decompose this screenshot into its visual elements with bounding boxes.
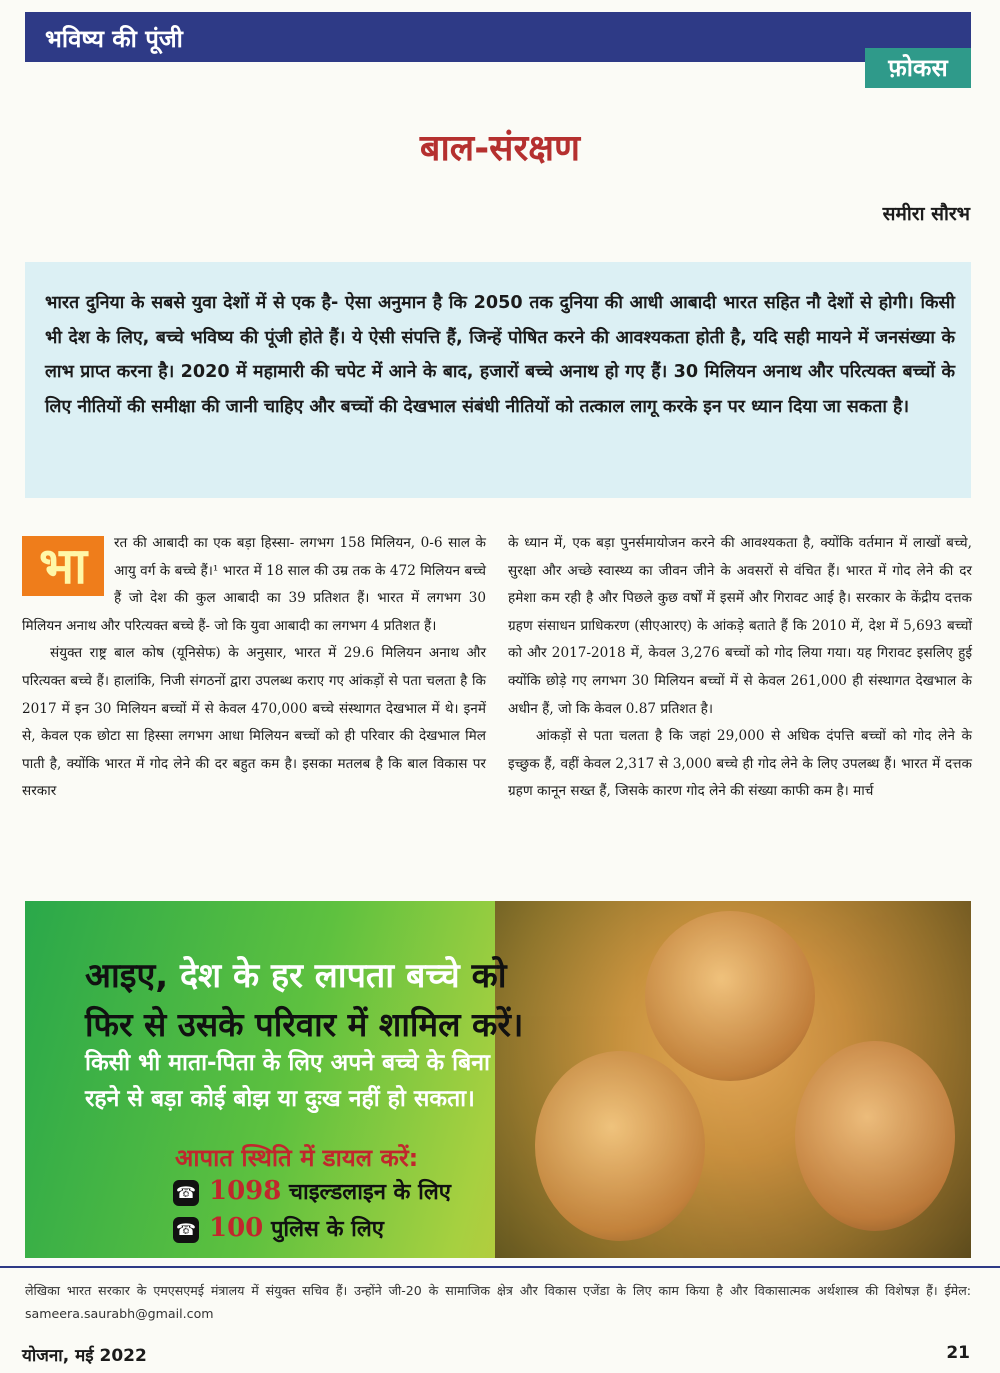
drop-cap: भा	[22, 536, 104, 596]
paragraph-text: संयुक्त राष्ट्र बाल कोष (यूनिसेफ) के अनुसार, भारत में 29.6 मिलियन अनाथ और परित्यक्त बच्चे हैं। हालांकि, निजी संगठनों द्वारा उपलब्ध कराए गए आंकड़ों से पता चलता है कि 2017 में इन 30 मिलियन बच्चों में से केवल 470,000 बच्चे संस्थागत देखभाल में थे। इनमें से, केवल एक छोटा सा हिस्सा लगभग आधा मिलियन बच्चों को ही परिवार की देखभाल मिल पाती है, क्योंकि भारत में गोद लेने की दर बहुत कम है। इसका मतलब है कि बाल विकास पर सरकार	[22, 645, 486, 800]
children-photo	[495, 901, 971, 1258]
child-face	[535, 1051, 705, 1241]
child-face	[645, 911, 815, 1081]
phone-icon: ☎	[173, 1180, 199, 1206]
column-right	[508, 530, 972, 806]
banner-line-2: फिर से उसके परिवार में शामिल करें।	[85, 1005, 524, 1044]
paragraph	[22, 530, 486, 640]
banner-line-3: किसी भी माता-पिता के लिए अपने बच्चे के बिना	[85, 1050, 490, 1076]
column-left	[22, 530, 486, 806]
police-number: ☎ 100 पुलिस के लिए	[173, 1213, 384, 1243]
paragraph-text: रत की आबादी का एक बड़ा हिस्सा- लगभग 158 मिलियन, 0-6 साल के आयु वर्ग के बच्चे हैं।¹ भारत में 18 साल की उम्र तक के 472 मिलियन बच्चे हैं जो देश की कुल आबादी का 39 प्रतिशत हैं। भारत में लगभग 30 मिलियन अनाथ और परित्यक्त बच्चे हैं- जो कि युवा आबादी का लगभग 4 प्रतिशत हैं।	[22, 535, 486, 634]
paragraph-text: आंकड़ों से पता चलता है कि जहां 29,000 से अधिक दंपत्ति बच्चों को गोद लेने के इच्छुक हैं, वहीं केवल 2,317 से 3,000 बच्चे ही गोद लेने के लिए उपलब्ध हैं। भारत में दत्तक ग्रहण कानून सख्त हैं, जिसके कारण गोद लेने की संख्या काफी कम है। मार्च	[508, 728, 972, 800]
emergency-heading: आपात स्थिति में डायल करें:	[175, 1144, 419, 1172]
child-face	[795, 1041, 955, 1231]
article-author: समीरा सौरभ	[882, 203, 970, 225]
paragraph-text: के ध्यान में, एक बड़ा पुनर्समायोजन करने की आवश्यकता है, क्योंकि वर्तमान में लाखों बच्चे, सुरक्षा और अच्छे स्वास्थ्य का जीवन जीने के अवसरों से वंचित हैं। भारत में गोद लेने की दर हमेशा कम रही है और पिछले कुछ वर्षों में इसमें और गिरावट आई है। सरकार के केंद्रीय दत्तक ग्रहण संसाधन प्राधिकरण (सीएआरए) के आंकड़े बताते हैं कि 2010 में, देश में 5,693 बच्चों को और 2017-2018 में, केवल 3,276 बच्चों को गोद लिया गया। यह गिरावट इसलिए हुई क्योंकि छोड़े गए लगभग 30 मिलियन बच्चों में से केवल 261,000 ही संस्थागत देखभाल के अधीन हैं, जो कि केवल 0.87 प्रतिशत है।	[508, 535, 972, 717]
banner-line-1: आइए, देश के हर लापता बच्चे को	[85, 956, 507, 996]
article-title: बाल-संरक्षण	[419, 128, 581, 169]
childline-number: ☎ 1098 चाइल्डलाइन के लिए	[173, 1176, 451, 1206]
page-number: 21	[946, 1343, 970, 1363]
footer-divider	[0, 1266, 1000, 1268]
intro-text: भारत दुनिया के सबसे युवा देशों में से एक है- ऐसा अनुमान है कि 2050 तक दुनिया की आधी आबादी भारत सहित नौ देशों से होगी। किसी भी देश के लिए, बच्चे भविष्य की पूंजी होते हैं। ये ऐसी संपत्ति हैं, जिन्हें पोषित करने की आवश्यकता होती है, यदि सही मायने में जनसंख्या के लाभ प्राप्त करना है। 2020 में महामारी की चपेट में आने के बाद, हजारों बच्चे अनाथ हो गए हैं। 30 मिलियन अनाथ और परित्यक्त बच्चों के लिए नीतियों की समीक्षा की जानी चाहिए और बच्चों की देखभाल संबंधी नीतियों को तत्काल लागू करके इन पर ध्यान दिया जा सकता है।	[45, 293, 955, 417]
magazine-issue: योजना, मई 2022	[22, 1346, 147, 1366]
author-footnote: लेखिका भारत सरकार के एमएसएमई मंत्रालय में संयुक्त सचिव हैं। उन्होंने जी-20 के सामाजिक क्षेत्र और विकास एजेंडा के लिए काम किया है और विकासात्मक अर्थशास्त्र की विशेषज्ञ हैं। ईमेल: sameera.saurabh@gmail.com	[25, 1283, 971, 1321]
section-title: भविष्य की पूंजी	[45, 25, 183, 53]
section-tag: फ़ोकस	[865, 48, 971, 88]
section-header	[25, 12, 971, 62]
phone-icon: ☎	[173, 1217, 199, 1243]
childline-banner	[25, 901, 971, 1258]
banner-line-4: रहने से बड़ा कोई बोझ या दुःख नहीं हो सकता।	[85, 1086, 475, 1112]
intro-box	[25, 262, 971, 498]
